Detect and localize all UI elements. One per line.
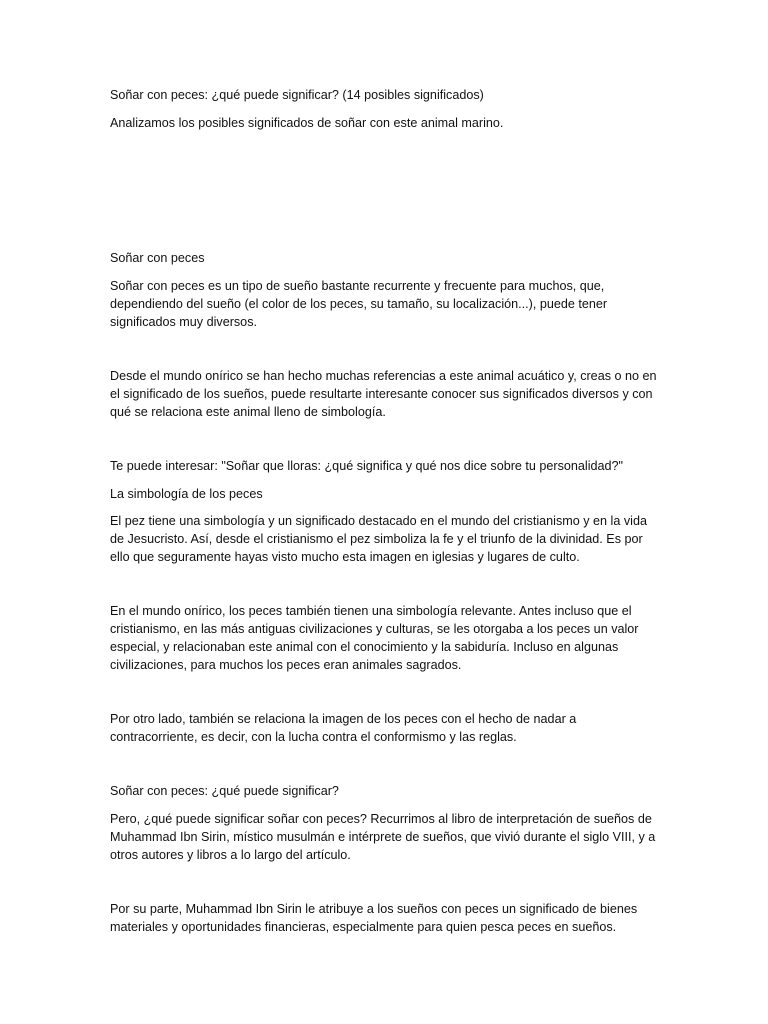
section-heading-simbologia: La simbología de los peces [110,487,263,501]
paragraph-ibn-sirin-libro: Pero, ¿qué puede significar soñar con peces? Recurrimos al libro de interpretación de sueños de Muhammad Ibn Sirin, místico musulmán e intérprete de sueños, que vivió durante el siglo VIII, y a otros autores y libros a lo largo del artículo. [110,812,656,862]
section-heading-significado: Soñar con peces: ¿qué puede significar? [110,784,339,798]
paragraph-intro: Soñar con peces es un tipo de sueño bastante recurrente y frecuente para muchos, que, dependiendo del sueño (el color de los peces, su tamaño, su localización...), puede tener significados muy diversos. [110,279,608,329]
document-title: Soñar con peces: ¿qué puede significar? (14 posibles significados) [110,88,484,102]
paragraph-contracorriente: Por otro lado, también se relaciona la imagen de los peces con el hecho de nadar a contracorriente, es decir, con la lucha contra el conformismo y las reglas. [110,712,577,744]
related-link[interactable]: Te puede interesar: "Soñar que lloras: ¿qué significa y qué nos dice sobre tu personalidad?" [110,459,624,473]
paragraph-simbologia-onirica: En el mundo onírico, los peces también tienen una simbología relevante. Antes incluso que el cristianismo, en las más antiguas civilizaciones y culturas, se les otorgaba a los peces un valor especial, y relacionaban este animal con el conocimiento y la sabiduría. Incluso en algunas civilizaciones, para muchos los peces eran animales sagrados. [110,604,639,672]
paragraph-cristianismo: El pez tiene una simbología y un significado destacado en el mundo del cristianismo y en la vida de Jesucristo. Así, desde el cristianismo el pez simboliza la fe y el triunfo de la divinidad. Es por ello que seguramente hayas visto mucho esta imagen en iglesias y lugares de culto. [110,514,647,564]
section-heading-sonar-con-peces: Soñar con peces [110,251,205,265]
paragraph-ibn-sirin-bienes: Por su parte, Muhammad Ibn Sirin le atribuye a los sueños con peces un significado de bienes materiales y oportunidades financieras, especialmente para quien pesca peces en sueños. [110,902,638,934]
paragraph-mundo-onirico: Desde el mundo onírico se han hecho muchas referencias a este animal acuático y, creas o no en el significado de los sueños, puede resultarte interesante conocer sus significados diversos y con qué se relaciona este animal lleno de simbología. [110,369,657,419]
document-subtitle: Analizamos los posibles significados de soñar con este animal marino. [110,116,504,130]
